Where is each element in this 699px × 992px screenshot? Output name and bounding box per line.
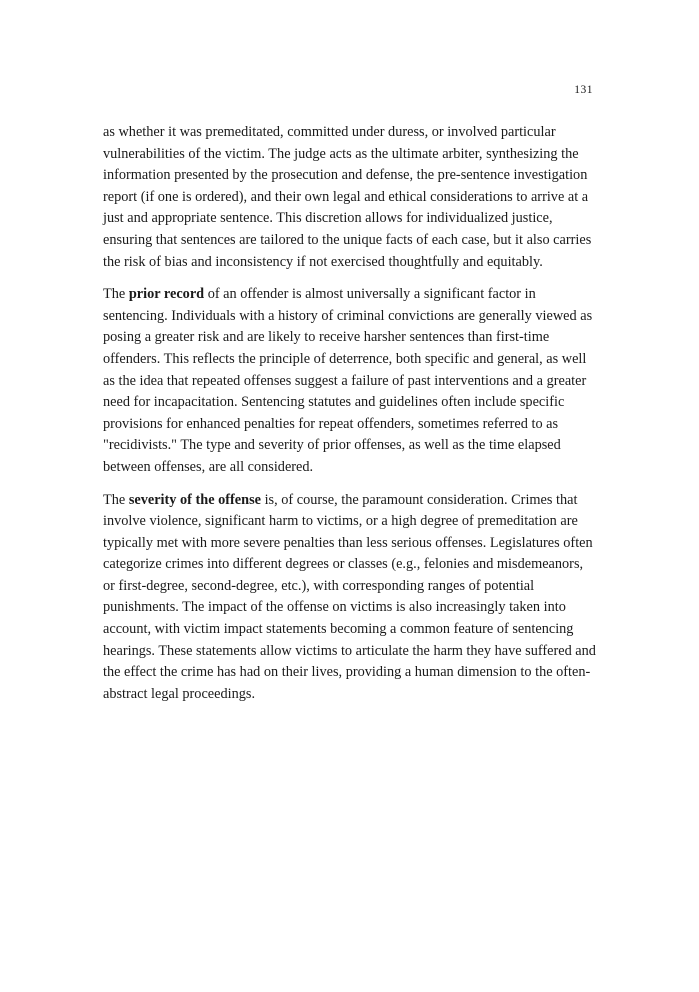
page-body (103, 122, 598, 716)
page-number: 131 (574, 84, 593, 96)
body-paragraph (103, 284, 598, 478)
bold-term-prior-record: prior record (128, 286, 205, 303)
paragraph-text: The (103, 491, 129, 508)
paragraph-text: is, of course, the paramount consideration. Crimes that involve violence, significant harm to victims, or a high degree of premeditation are typically met with more severe penalties than less serious offenses. Legislatures often categorize crimes into different degrees or classes (e.g., felonies and misdemeanors, or first-degree, second-degree, etc.), with corresponding ranges of potential punishments. The impact of the offense on victims is also increasingly taken into account, with victim impact statements becoming a common feature of sentencing hearings. These statements allow victims to articulate the harm they have suffered and the effect the crime has had on their lives, providing a human dimension to the often-abstract legal proceedings. (103, 491, 596, 702)
paragraph-text: The (103, 286, 129, 303)
paragraph-text: as whether it was premeditated, committed under duress, or involved particular vulnerabilities of the victim. The judge acts as the ultimate arbiter, synthesizing the information presented by the prosecution and defense, the pre-sentence investigation report (if one is ordered), and their own legal and ethical considerations to arrive at a just and appropriate sentence. This discretion allows for individualized justice, ensuring that sentences are tailored to the unique facts of each case, but it also carries the risk of bias and inconsistency if not exercised thoughtfully and equitably. (103, 124, 592, 270)
paragraph-text: of an offender is almost universally a significant factor in sentencing. Individuals with a history of criminal convictions are generally viewed as posing a greater risk and are likely to receive harsher sentences than first-time offenders. This reflects the principle of deterrence, both specific and general, as well as the idea that repeated offenses suggest a failure of past interventions and a greater need for incapacitation. Sentencing statutes and guidelines often include specific provisions for enhanced penalties for repeat offenders, sometimes referred to as "recidivists." The type and severity of prior offenses, as well as the time elapsed between offenses, are all considered. (103, 286, 593, 475)
bold-term-severity-of-offense: severity of the offense (128, 491, 262, 508)
body-paragraph (103, 122, 598, 273)
body-paragraph (103, 490, 598, 706)
